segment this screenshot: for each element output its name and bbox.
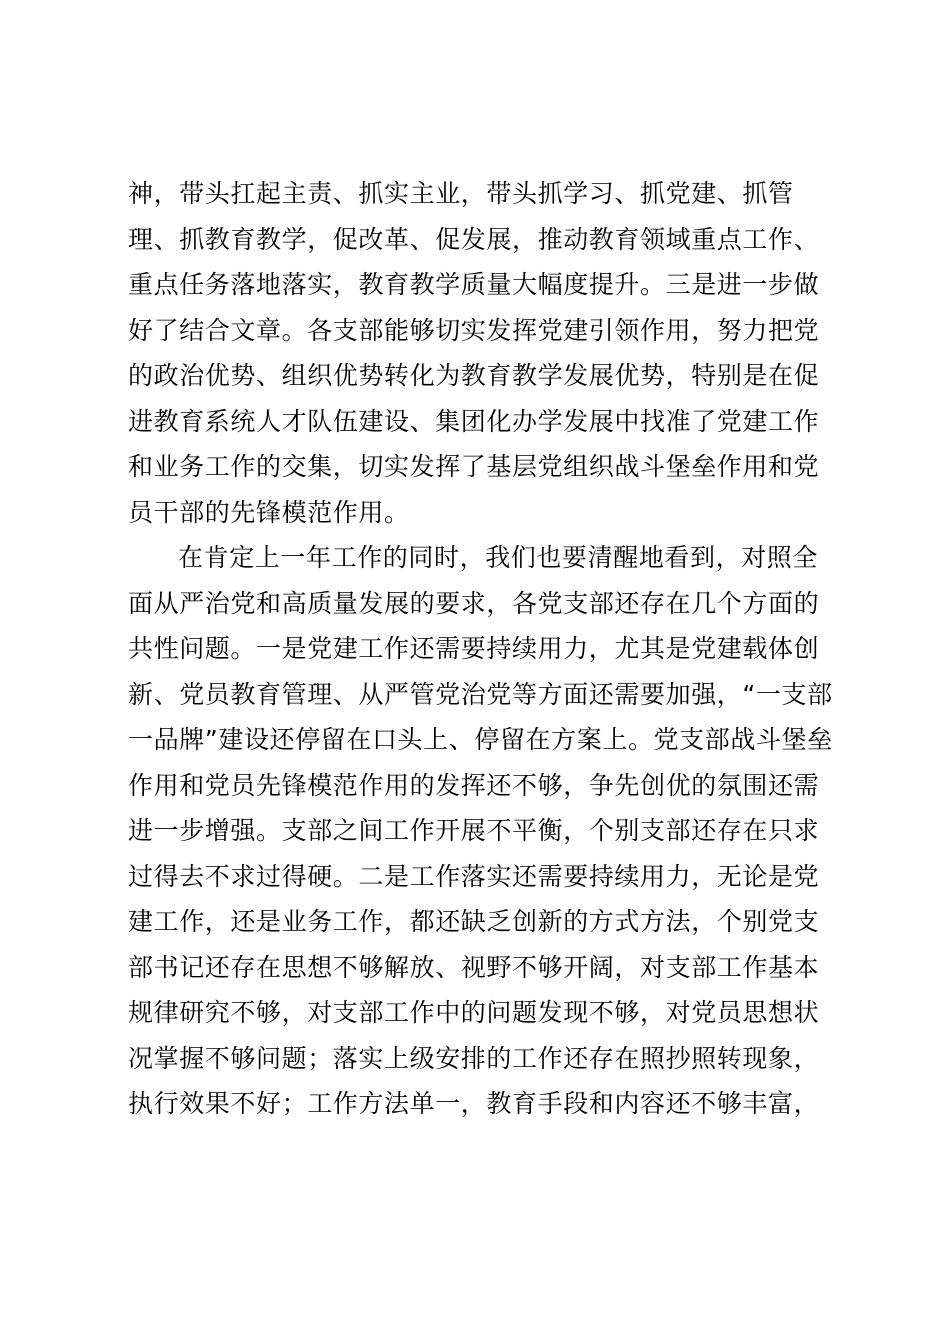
text-line: 部书记还存在思想不够解放、视野不够开阔，对支部工作基本 bbox=[128, 952, 820, 982]
text-line: 好了结合文章。各支部能够切实发挥党建引领作用，努力把党 bbox=[128, 315, 820, 345]
text-line: 新、党员教育管理、从严管党治党等方面还需要加强，“一支部 bbox=[128, 679, 833, 709]
text-line: 规律研究不够，对支部工作中的问题发现不够，对党员思想状 bbox=[128, 998, 820, 1027]
body-text bbox=[128, 171, 840, 1127]
text-line: 一品牌”建设还停留在口头上、停留在方案上。党支部战斗堡垒 bbox=[128, 725, 833, 754]
text-line: 进一步增强。支部之间工作开展不平衡，个别支部还存在只求 bbox=[128, 816, 820, 845]
paragraph-continuation bbox=[128, 171, 840, 535]
text-line: 员干部的先锋模范作用。 bbox=[128, 497, 410, 527]
text-line: 执行效果不好；工作方法单一，教育手段和内容还不够丰富， bbox=[128, 1089, 820, 1118]
text-line: 况掌握不够问题；落实上级安排的工作还存在照抄照转现象， bbox=[128, 1043, 820, 1073]
text-line: 进教育系统人才队伍建设、集团化办学发展中找准了党建工作 bbox=[128, 406, 820, 436]
text-line: 和业务工作的交集，切实发挥了基层党组织战斗堡垒作用和党 bbox=[128, 452, 820, 481]
paragraph-problems bbox=[128, 535, 840, 1127]
text-line: 过得去不求过得硬。二是工作落实还需要持续用力，无论是党 bbox=[128, 861, 820, 891]
text-line: 建工作，还是业务工作，都还缺乏创新的方式方法，个别党支 bbox=[128, 907, 820, 936]
text-line: 重点任务落地落实，教育教学质量大幅度提升。三是进一步做 bbox=[128, 270, 820, 299]
text-line: 面从严治党和高质量发展的要求，各党支部还存在几个方面的 bbox=[128, 588, 820, 618]
text-line: 共性问题。一是党建工作还需要持续用力，尤其是党建载体创 bbox=[128, 634, 820, 663]
text-line: 作用和党员先锋模范作用的发挥还不够，争先创优的氛围还需 bbox=[128, 770, 820, 800]
text-line-first: 在肯定上一年工作的同时，我们也要清醒地看到，对照全 bbox=[178, 543, 819, 572]
text-line: 神，带头扛起主责、抓实主业，带头抓学习、抓党建、抓管 bbox=[128, 179, 794, 208]
text-line: 理、抓教育教学，促改革、促发展，推动教育领域重点工作、 bbox=[128, 224, 820, 254]
text-line: 的政治优势、组织优势转化为教育教学发展优势，特别是在促 bbox=[128, 361, 820, 390]
